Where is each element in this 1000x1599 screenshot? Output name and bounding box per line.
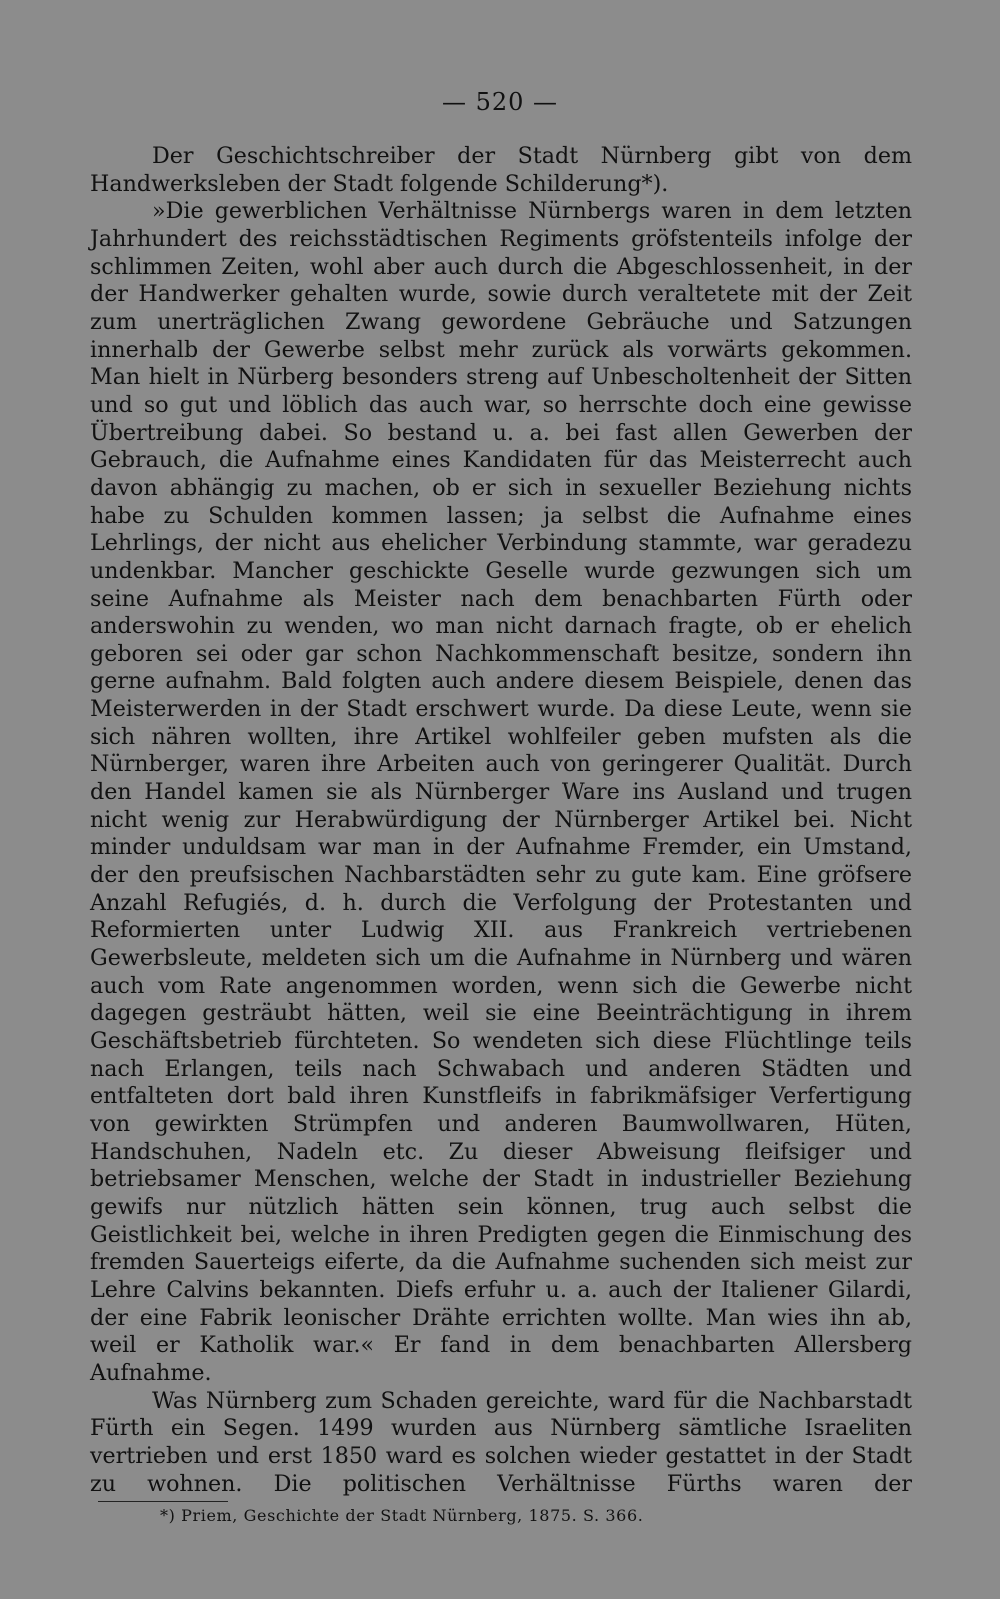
body-text: [90, 143, 912, 1498]
paragraph-intro: Der Geschichtschreiber der Stadt Nürnberg gibt von dem Handwerksleben der Stadt folgende Schilderung*).: [90, 143, 912, 197]
page-number: — 520 —: [441, 88, 559, 116]
paragraph-quote: »Die gewerblichen Verhältnisse Nürnbergs waren in dem letzten Jahrhundert des reichsstädtischen Regiments gröfstenteils infolge der schlimmen Zeiten, wohl aber auch durch die Abgeschlossenheit, in der der Handwerker gehalten wurde, sowie durch veraltetete mit der Zeit zum unerträglichen Zwang gewordene Gebräuche und Satzungen innerhalb der Gewerbe selbst mehr zurück als vorwärts gekommen. Man hielt in Nürberg besonders streng auf Unbescholtenheit der Sitten und so gut und löblich das auch war, so herrschte doch eine gewisse Übertreibung dabei. So bestand u. a. bei fast allen Gewerben der Gebrauch, die Aufnahme eines Kandidaten für das Meisterrecht auch davon abhängig zu machen, ob er sich in sexueller Beziehung nichts habe zu Schulden kommen lassen; ja selbst die Aufnahme eines Lehrlings, der nicht aus ehelicher Verbindung stammte, war geradezu undenkbar. Mancher geschickte Geselle wurde gezwungen sich um seine Aufnahme als Meister nach dem benachbarten Fürth oder anderswohin zu wenden, wo man nicht darnach fragte, ob er ehelich geboren sei oder gar schon Nachkommenschaft besitze, sondern ihn gerne aufnahm. Bald folgten auch andere diesem Beispiele, denen das Meisterwerden in der Stadt erschwert wurde. Da diese Leute, wenn sie sich nähren wollten, ihre Artikel wohlfeiler geben mufsten als die Nürnberger, waren ihre Arbeiten auch von geringerer Qualität. Durch den Handel kamen sie als Nürnberger Ware ins Ausland und trugen nicht wenig zur Herabwürdigung der Nürnberger Artikel bei. Nicht minder unduldsam war man in der Aufnahme Fremder, ein Umstand, der den preufsischen Nachbarstädten sehr zu gute kam. Eine gröfsere Anzahl Refugiés, d. h. durch die Verfolgung der Protestanten und Reformierten unter Ludwig XII. aus Frankreich vertriebenen Gewerbsleute, meldeten sich um die Aufnahme in Nürnberg und wären auch vom Rate angenommen worden, wenn sich die Gewerbe nicht dagegen gesträubt hätten, weil sie eine Beeinträchtigung in ihrem Geschäftsbetrieb fürchteten. So wendeten sich diese Flüchtlinge teils nach Erlangen, teils nach Schwabach und anderen Städten und entfalteten dort bald ihren Kunstfleifs in fabrikmäfsiger Verfertigung von gewirkten Strümpfen und anderen Baumwollwaren, Hüten, Handschuhen, Nadeln etc. Zu dieser Abweisung fleifsiger und betriebsamer Menschen, welche der Stadt in industrieller Beziehung gewifs nur nützlich hätten sein können, trug auch selbst die Geistlichkeit bei, welche in ihren Predigten gegen die Einmischung des fremden Sauerteigs eiferte, da die Aufnahme suchenden sich meist zur Lehre Calvins bekannten. Diefs erfuhr u. a. auch der Italiener Gilardi, der eine Fabrik leonischer Drähte errichten wollte. Man wies ihn ab, weil er Katholik war.« Er fand in dem benachbarten Allersberg Aufnahme.: [90, 198, 912, 1386]
footnote-divider: [98, 1501, 228, 1502]
paragraph-fuerth: Was Nürnberg zum Schaden gereichte, ward für die Nachbarstadt Fürth ein Segen. 1499 wurden aus Nürnberg sämtliche Israeliten vertrieben und erst 1850 ward es solchen wieder gestattet in der Stadt zu wohnen. Die politischen Verhältnisse Fürths waren der: [90, 1387, 912, 1497]
footnote: *) Priem, Geschichte der Stadt Nürnberg, 1875. S. 366.: [160, 1506, 644, 1525]
